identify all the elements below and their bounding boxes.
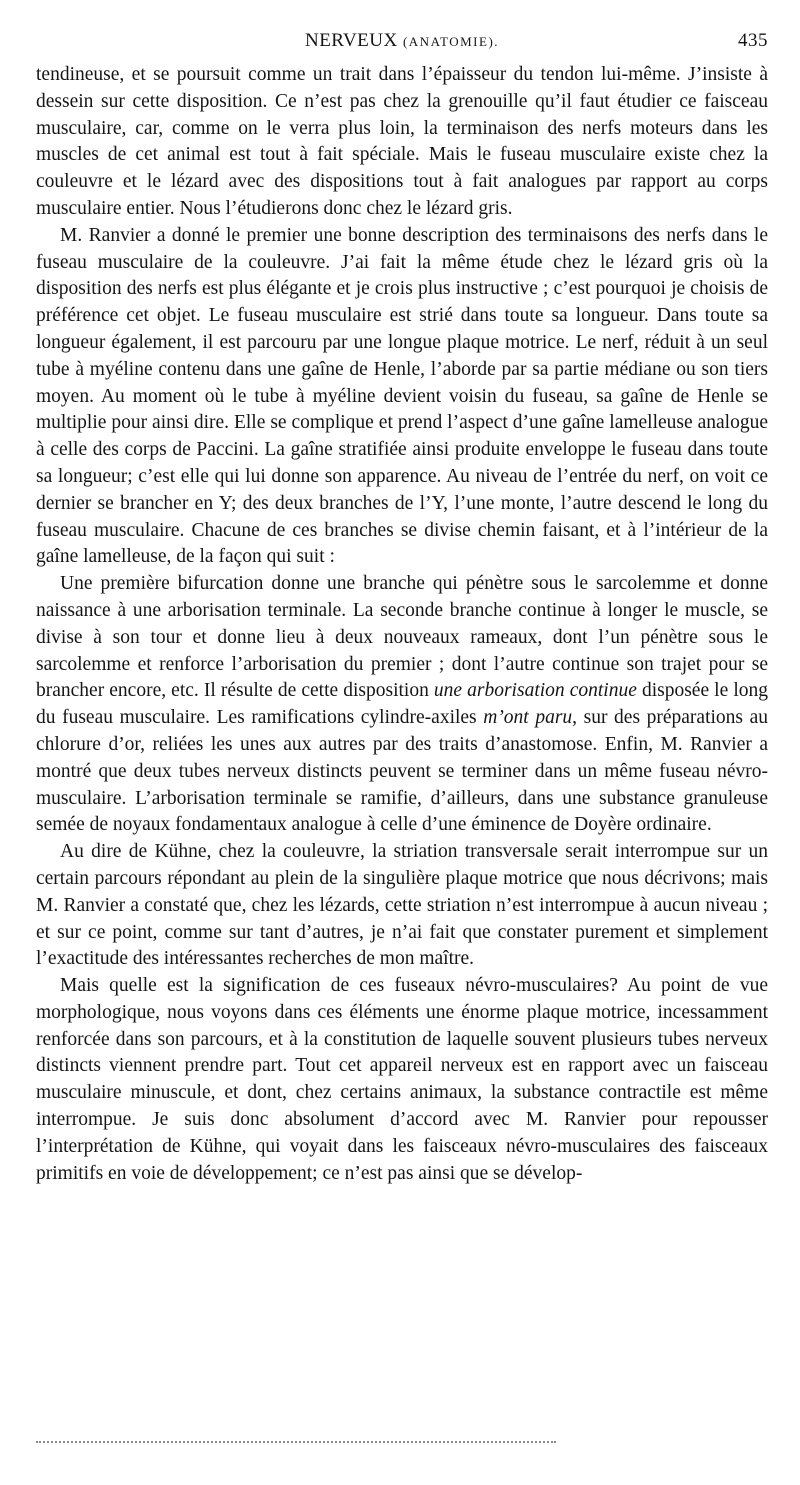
bottom-bleedthrough-rule — [36, 1441, 556, 1443]
paragraph-3 — [36, 571, 768, 839]
page-number: 435 — [738, 30, 768, 51]
paragraph-3-text-a: Une première bifurcation donne une branche qui pénètre sous le sarcolemme et donne naissance à une arborisation terminale. La seconde branche continue à longer le muscle, se divise à son tour et donne lieu à deux nouveaux rameaux, dont l’un pénètre sous le sarcolemme et renforce l’arborisation du premier ; dont l’autre continue son trajet pour se brancher encore, etc. Il résulte de cette disposition — [36, 573, 768, 702]
running-head-title-sub: (ANATOMIE). — [402, 34, 500, 49]
body-text — [36, 62, 768, 1187]
paragraph-5: Mais quelle est la signification de ces fuseaux névro-musculaires? Au point de vue morphologique, nous voyons dans ces éléments une énorme plaque motrice, incessamment renforcée dans son parcours, et à la constitution de laquelle souvent plusieurs tubes nerveux distincts viennent prendre part. Tout cet appareil nerveux est en rapport avec un faisceau musculaire minuscule, et dont, chez certains animaux, la substance contractile est même interrompue. Je suis donc absolument d’accord avec M. Ranvier pour repousser l’interprétation de Kühne, qui voyait dans les faisceaux névro-musculaires des faisceaux primitifs en voie de développement; ce n’est pas ainsi que se dévelop- — [36, 975, 768, 1184]
paragraph-2: M. Ranvier a donné le premier une bonne description des terminaisons des nerfs dans le fuseau musculaire de la couleuvre. J’ai fait la même étude chez le lézard gris où la disposition des nerfs est plus élégante et je crois plus instructive ; c’est pourquoi je choisis de préférence cet objet. Le fuseau musculaire est strié dans toute sa longueur. Dans toute sa longueur également, il est parcouru par une longue plaque motrice. Le nerf, réduit à un seul tube à myéline contenu dans une gaîne de Henle, l’aborde par sa partie médiane ou son tiers moyen. Au moment où le tube à myéline devient voisin du fuseau, sa gaîne de Henle se multiplie pour ainsi dire. Elle se complique et prend l’aspect d’une gaîne lamelleuse analogue à celle des corps de Paccini. La gaîne stratifiée ainsi produite enveloppe le fuseau dans toute sa longueur; c’est elle qui lui donne son apparence. Au niveau de l’entrée du nerf, on voit ce dernier se brancher en Y; des deux branches de l’Y, l’une monte, l’autre descend le long du fuseau musculaire. Chacune de ces branches se divise chemin faisant, et à l’intérieur de la gaîne lamelleuse, de la façon qui suit : — [36, 224, 768, 568]
paragraph-4: Au dire de Kühne, chez la couleuvre, la striation transversale serait interrompue sur un certain parcours répondant au plein de la singulière plaque motrice que nous décrivons; mais M. Ranvier a constaté que, chez les lézards, cette striation n’est interrompue à aucun niveau ; et sur ce point, comme sur tant d’autres, je n’ai fait que constater purement et simplement l’exactitude des intéressantes recherches de mon maître. — [36, 841, 768, 970]
paragraph-1: tendineuse, et se poursuit comme un trait dans l’épaisseur du tendon lui-même. J’insiste à dessein sur cette disposition. Ce n’est pas chez la grenouille qu’il faut étudier ce faisceau musculaire, car, comme on le verra plus loin, la terminaison des nerfs moteurs dans les muscles de cet animal est tout à fait spéciale. Mais le fuseau musculaire existe chez la couleuvre et le lézard avec des dispositions tout à fait analogues par rapport au corps musculaire entier. Nous l’étudierons donc chez le lézard gris. — [36, 64, 768, 219]
paragraph-3-text-b: disposée le long du fuseau musculaire. Les ramifications cylindre-axiles — [36, 680, 768, 729]
paragraph-3-text-c: , sur des préparations au chlorure d’or, reliées les unes aux autres par des traits d’anastomose. Enfin, M. Ranvier a montré que deux tubes nerveux distincts peuvent se terminer dans un même fuseau névro-musculaire. L’arborisation terminale se ramifie, d’ailleurs, dans une substance granuleuse semée de noyaux fondamentaux analogue à celle d’une éminence de Doyère ordinaire. — [36, 707, 768, 836]
paragraph-3-emphasis-b: m’ont paru — [483, 707, 573, 729]
running-head-title — [36, 30, 768, 52]
running-head — [36, 30, 768, 56]
paragraph-3-emphasis-a: une arborisation continue — [433, 680, 637, 702]
running-head-title-main: NERVEUX — [304, 30, 398, 51]
